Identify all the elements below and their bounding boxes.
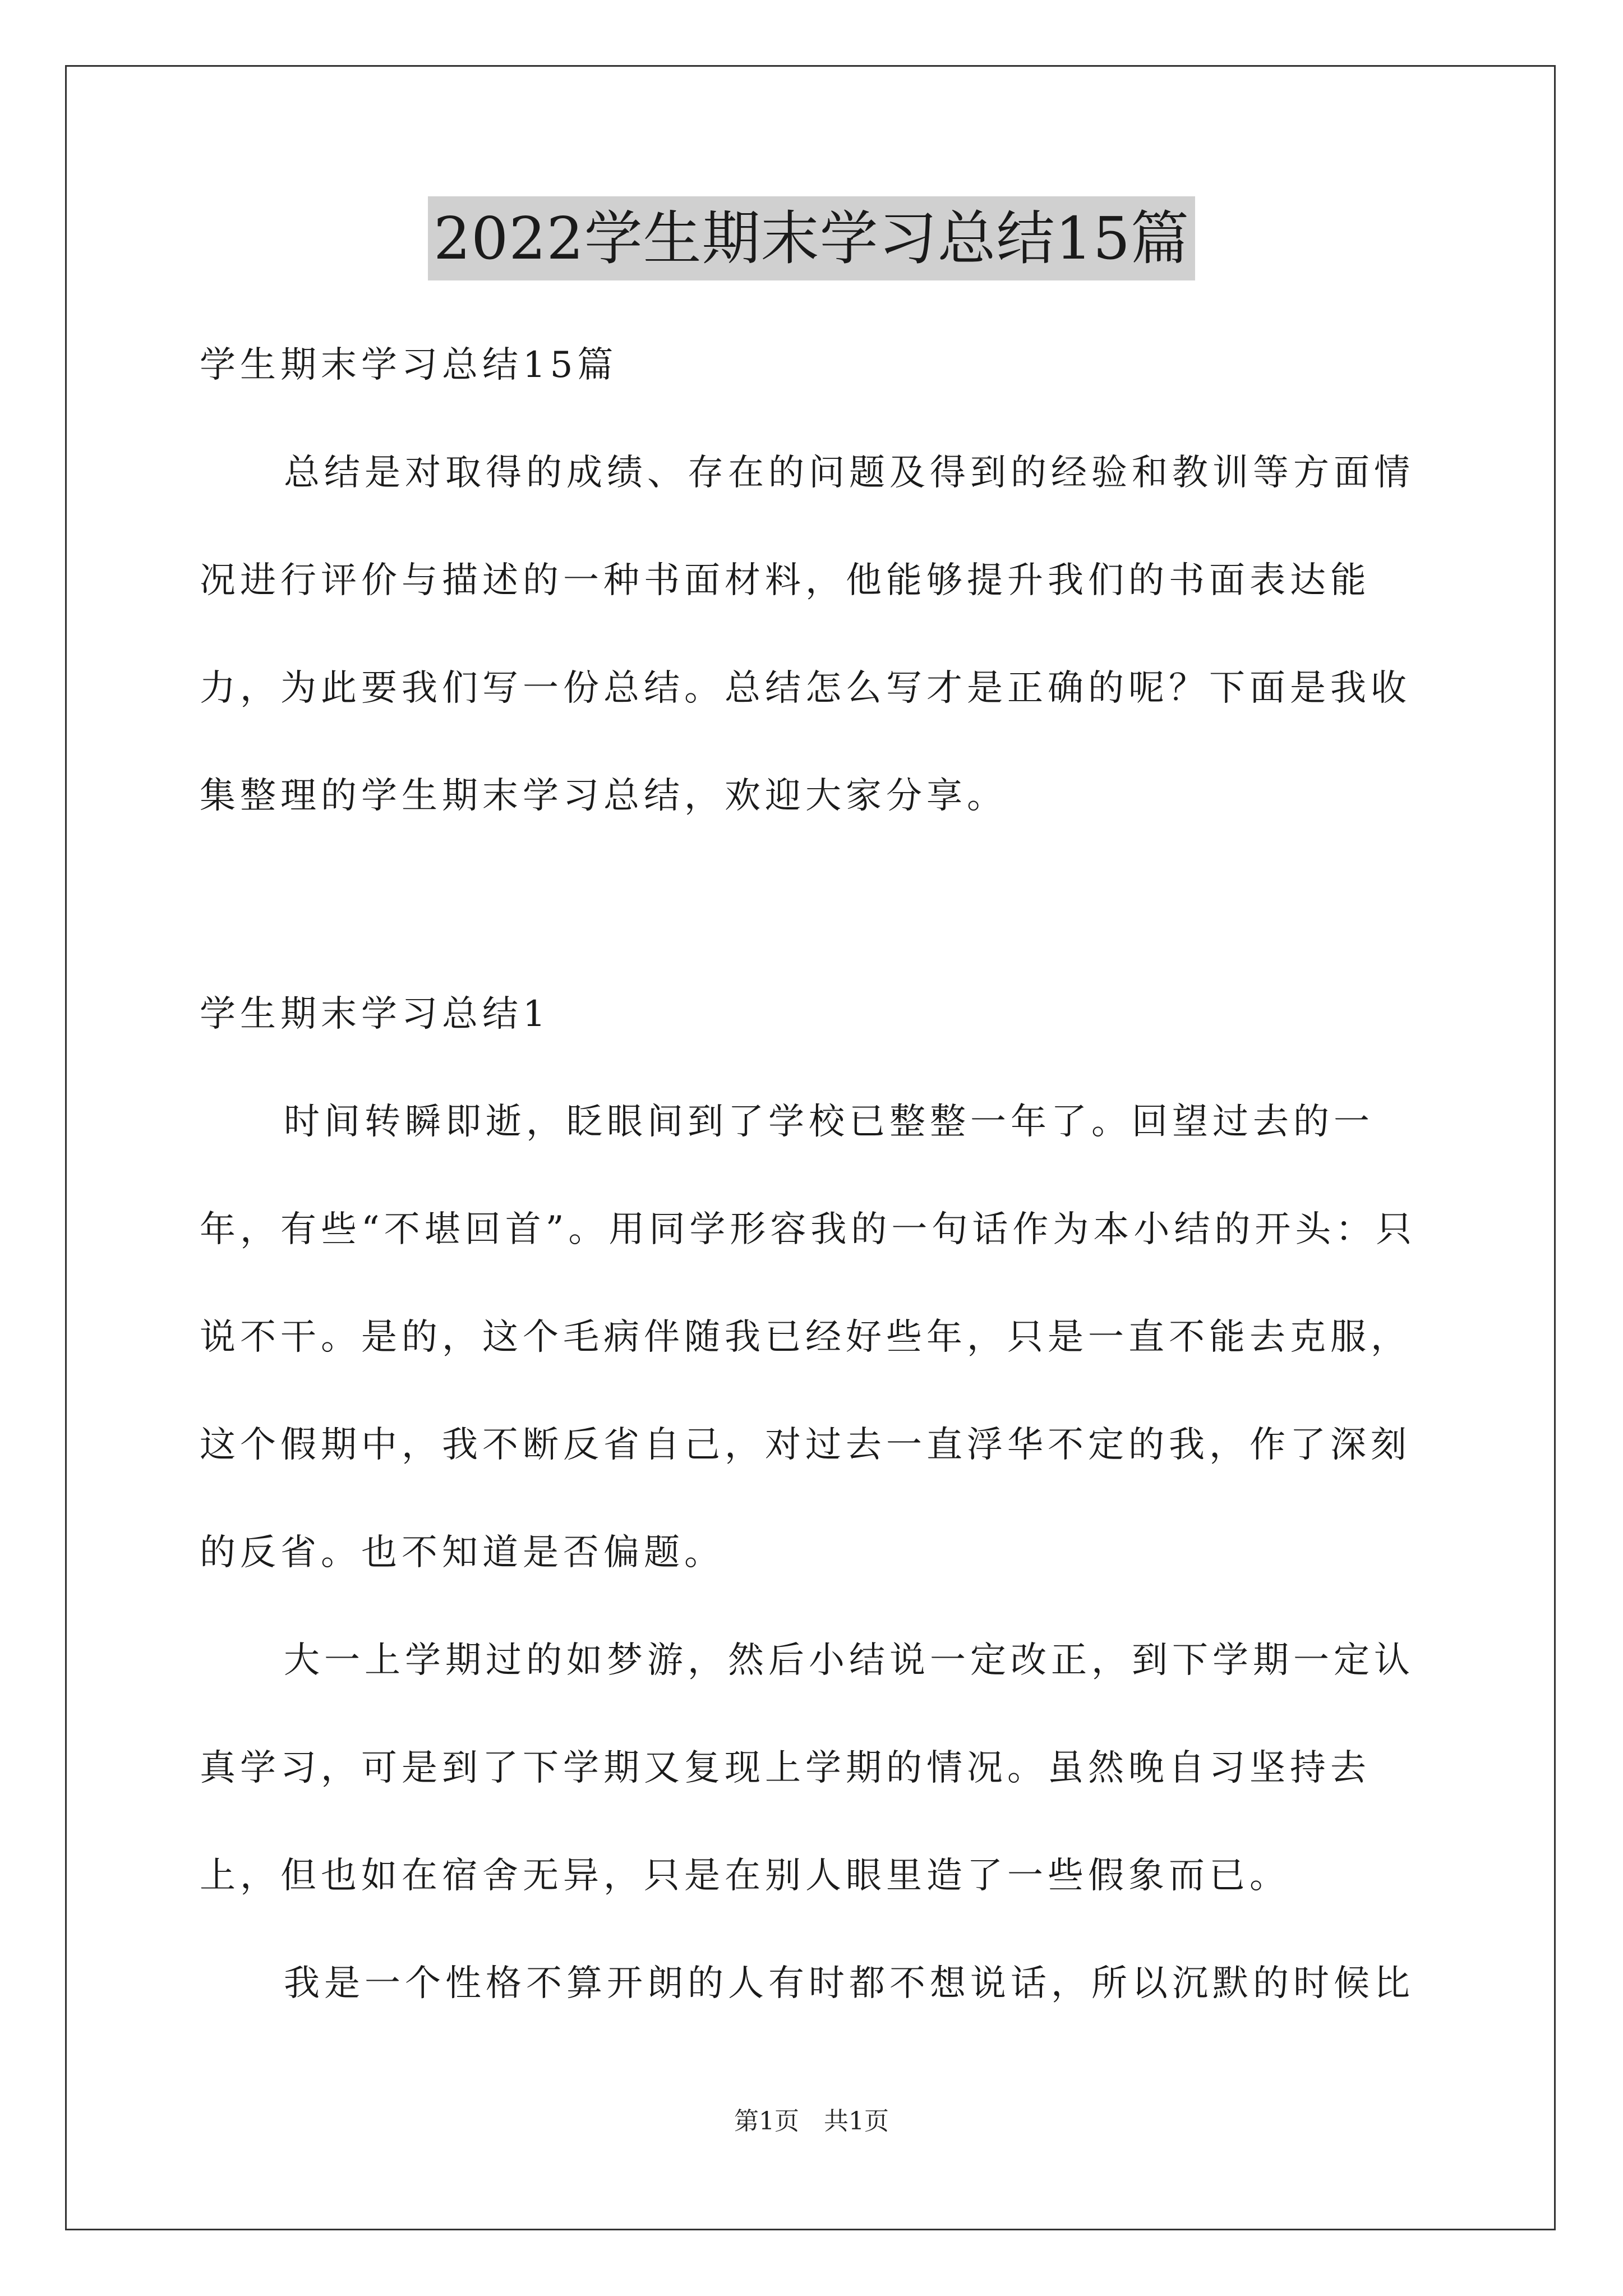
title-container	[0, 196, 1623, 280]
intro-paragraph: 总结是对取得的成绩、存在的问题及得到的经验和教训等方面情况进行评价与描述的一种书面材料，他能够提升我们的书面表达能力，为此要我们写一份总结。总结怎么写才是正确的呢？下面是我收集整理的学生期末学习总结，欢迎大家分享。	[200, 452, 1414, 817]
body-paragraph: 我是一个性格不算开朗的人有时都不想说话，所以沉默的时候比	[284, 1963, 1414, 2004]
page-number: 第1页 共1页	[734, 2107, 889, 2136]
body-paragraph: 时间转瞬即逝，眨眼间到了学校已整整一年了。回望过去的一年，有些“不堪回首”。用同学形容我的一句话作为本小结的开头：只说不干。是的，这个毛病伴随我已经好些年，只是一直不能去克服，这个假期中，我不断反省自己，对过去一直浮华不定的我，作了深刻的反省。也不知道是否偏题。	[200, 1101, 1417, 1573]
section-1	[200, 960, 1428, 2037]
subtitle-block	[200, 311, 1428, 419]
intro-block	[200, 419, 1428, 850]
body-paragraph: 大一上学期过的如梦游，然后小结说一定改正，到下学期一定认真学习，可是到了下学期又复现上学期的情况。虽然晚自习坚持去上，但也如在宿舍无异，只是在别人眼里造了一些假象而已。	[200, 1640, 1414, 1897]
document-subtitle: 学生期末学习总结15篇	[200, 344, 618, 386]
section-heading: 学生期末学习总结1	[200, 993, 550, 1035]
document-title: 2022学生期末学习总结15篇	[428, 196, 1195, 280]
